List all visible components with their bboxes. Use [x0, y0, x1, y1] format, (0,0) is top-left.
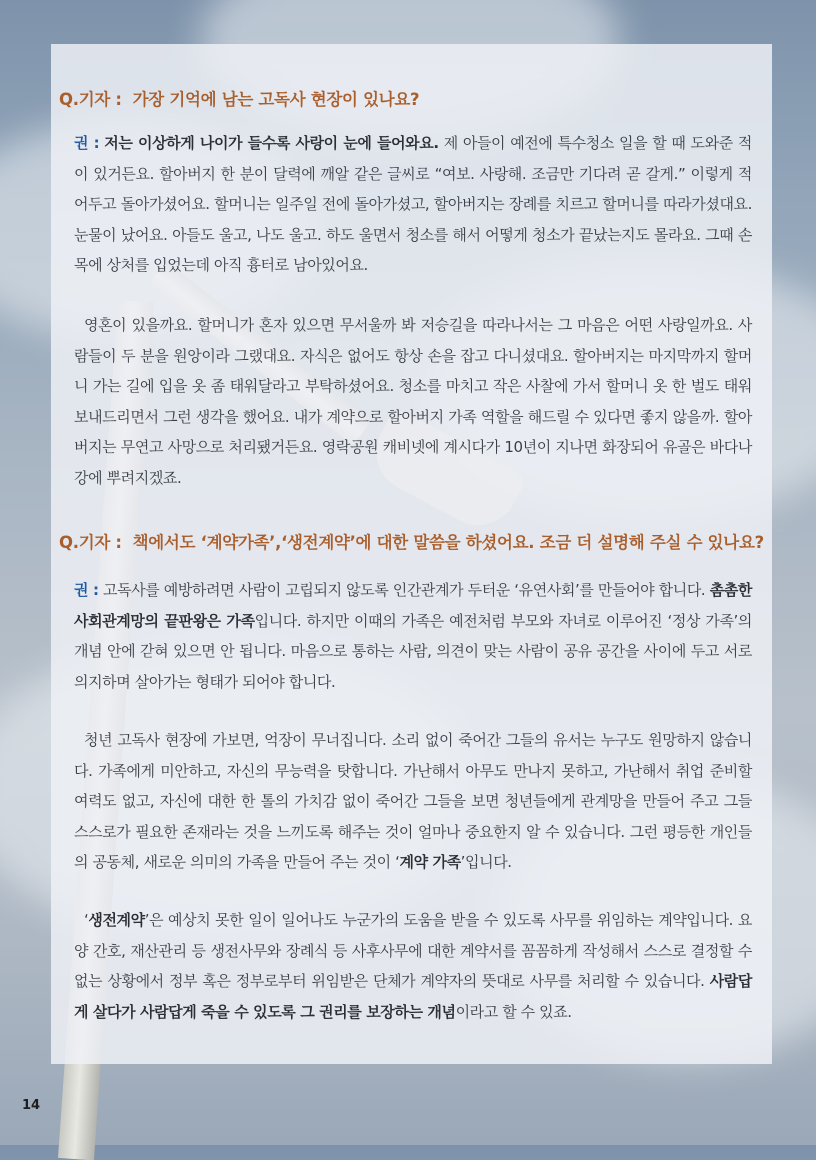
- answer-2-p3-term: 생전계약: [88, 911, 145, 929]
- answer-2-paragraph-1: [74, 575, 752, 697]
- answer-1-text: 제 아들이 예전에 특수청소 일을 할 때 도와준 적이 있거든요. 할아버지 한 분이 달력에 깨알 같은 글씨로 “여보. 사랑해. 조금만 기다려 곧 갈게.” 이렇게 적어두고 돌아가셨어요. 할머니는 일주일 전에 돌아가셨고, 할아버지는 장례를 치르고 할머니를 따라가셨대요. 눈물이 났어요. 아들도 울고, 나도 울고. 하도 울면서 청소를 해서 어떻게 청소가 끝났는지도 몰라요. 그때 손목에 상처를 입었는데 아직 흉터로 남아있어요.: [74, 134, 752, 274]
- question-1: [59, 86, 419, 110]
- answer-2-p3-text-b: 이라고 할 수 있죠.: [455, 1002, 572, 1021]
- answer-2-highlight: 촘촘한 사회관계망의 끝판왕은 가족: [74, 581, 752, 630]
- question-1-text: 가장 기억에 남는 고독사 현장이 있나요?: [132, 90, 420, 109]
- answer-2-text-b: 입니다. 하지만 이때의 가족은 예전처럼 부모와 자녀로 이루어진 ‘정상 가족’의 개념 안에 갇혀 있으면 안 됩니다. 마음으로 통하는 사람, 의견이 맞는 사람이 공유 공간을 사이에 두고 서로 의지하며 살아가는 형태가 되어야 합니다.: [74, 611, 752, 691]
- question-1-label: Q.기자 :: [59, 90, 122, 109]
- answer-1-paragraph-2: 영혼이 있을까요. 할머니가 혼자 있으면 무서울까 봐 저승길을 따라나서는 그 마음은 어떤 사랑일까요. 사람들이 두 분을 원앙이라 그랬대요. 자식은 없어도 항상 손을 잡고 다니셨대요. 할아버지는 마지막까지 할머니 가는 길에 입을 옷 좀 태워달라고 부탁하셨어요. 청소를 마치고 작은 사찰에 가서 할머니 옷 한 벌도 태워 보내드리면서 그런 생각을 했어요. 내가 계약으로 할아버지 가족 역할을 해드릴 수 있다면 좋지 않을까. 할아버지는 무연고 사망으로 처리됐거든요. 영락공원 캐비넷에 계시다가 10년이 지나면 화장되어 유골은 바다나 강에 뿌려지겠죠.: [74, 316, 752, 487]
- answer-2-paragraph-2: [74, 725, 752, 878]
- answer-1-paragraph-1: [74, 128, 752, 281]
- answer-2-p2-highlight: 계약 가족: [399, 853, 461, 871]
- speaker-label: 권 :: [74, 581, 99, 599]
- answer-2-p2-text-b: ’입니다.: [460, 853, 512, 871]
- answer-1-highlight: 저는 이상하게 나이가 들수록 사랑이 눈에 들어와요.: [104, 134, 439, 152]
- question-2-text: 책에서도 ‘계약가족’,‘생전계약’에 대한 말씀을 하셨어요. 조금 더 설명해 주실 수 있나요?: [132, 533, 764, 552]
- answer-2-p3-text-open: ‘: [84, 911, 89, 929]
- speaker-label: 권 :: [74, 134, 100, 152]
- question-2-label: Q.기자 :: [59, 533, 122, 552]
- answer-2-p3-highlight: 사람답게 살다가 사람답게 죽을 수 있도록 그 권리를 보장하는 개념: [74, 972, 752, 1021]
- answer-2-paragraph-3: [74, 905, 752, 1027]
- question-2: [59, 529, 764, 553]
- answer-2-p3-text-a: ’은 예상치 못한 일이 일어나도 누군가의 도움을 받을 수 있도록 사무를 위임하는 계약입니다. 요양 간호, 재산관리 등 생전사무와 장례식 등 사후사무에 대한 계약서를 꼼꼼하게 작성해서 스스로 결정할 수 없는 상황에서 정부 혹은 정부로부터 위임받은 단체가 계약자의 뜻대로 사무를 처리할 수 있습니다.: [74, 911, 752, 990]
- answer-2-p2-text-a: 청년 고독사 현장에 가보면, 억장이 무너집니다. 소리 없이 죽어간 그들의 유서는 누구도 원망하지 않습니다. 가족에게 미안하고, 자신의 무능력을 탓합니다. 가난해서 아무도 만나지 못하고, 가난해서 취업 준비할 여력도 없고, 자신에 대한 한 톨의 가치감 없이 죽어간 그들을 보면 청년들에게 관계망을 만들어 주고 그들 스스로가 필요한 존재라는 것을 느끼도록 해주는 것이 얼마나 중요한지 알 수 있습니다. 그런 평등한 개인들의 공동체, 새로운 의미의 가족을 만들어 주는 것이 ‘: [74, 731, 752, 871]
- page-number: 14: [22, 1098, 41, 1113]
- answer-2-text-a: 고독사를 예방하려면 사람이 고립되지 않도록 인간관계가 두터운 ‘유연사회’를 만들어야 합니다.: [98, 581, 710, 599]
